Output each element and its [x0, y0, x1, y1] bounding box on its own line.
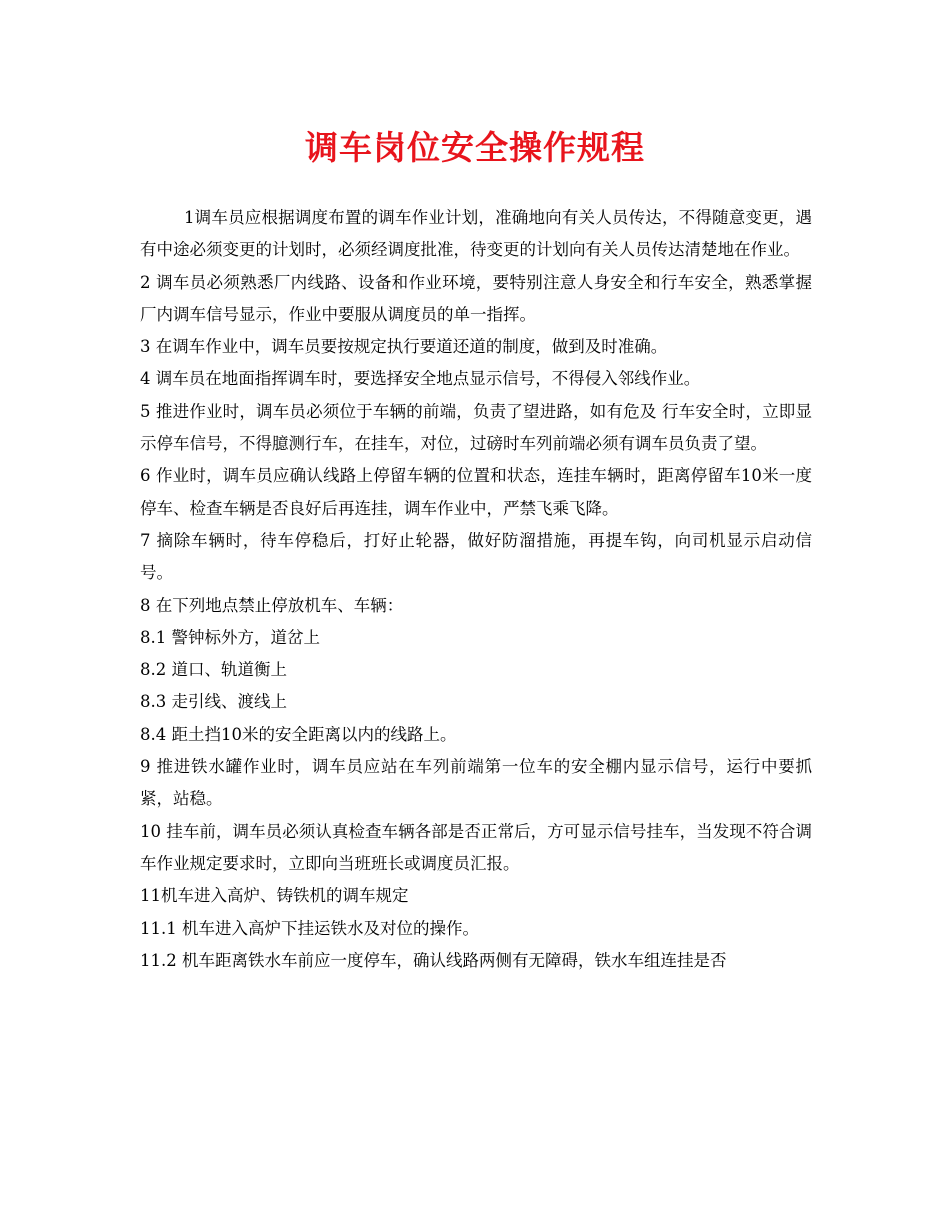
- document-body: [140, 202, 812, 977]
- paragraph-8-3: 8.3 走引线、渡线上: [140, 692, 287, 712]
- paragraph-8-4: 8.4 距土挡10米的安全距离以内的线路上。: [140, 724, 457, 744]
- paragraph-11-2: 11.2 机车距离铁水车前应一度停车，确认线路两侧有无障碍，铁水车组连挂是否: [140, 950, 727, 970]
- paragraph-10: 10 挂车前，调车员必须认真检查车辆各部是否正常后，方可显示信号挂车，当发现不符合调车作业规定要求时，立即向当班班长或调度员汇报。: [140, 821, 812, 873]
- document-title: 调车岗位安全操作规程: [305, 128, 645, 167]
- paragraph-5: 5 推进作业时，调车员必须位于车辆的前端，负责了望进路，如有危及 行车安全时，立即显示停车信号，不得臆测行车，在挂车，对位，过磅时车列前端必须有调车员负责了望。: [140, 401, 812, 454]
- paragraph-11-1: 11.1 机车进入高炉下挂运铁水及对位的操作。: [140, 918, 479, 938]
- paragraph-11: 11机车进入高炉、铸铁机的调车规定: [140, 886, 409, 906]
- paragraph-3: 3 在调车作业中，调车员要按规定执行要道还道的制度，做到及时准确。: [140, 337, 668, 357]
- paragraph-8: 8 在下列地点禁止停放机车、车辆：: [140, 595, 404, 615]
- paragraph-8-1: 8.1 警钟标外方，道岔上: [140, 627, 320, 647]
- paragraph-4: 4 调车员在地面指挥调车时，要选择安全地点显示信号，不得侵入邻线作业。: [140, 369, 701, 389]
- paragraph-8-2: 8.2 道口、轨道衡上: [140, 660, 287, 680]
- paragraph-9: 9 推进铁水罐作业时，调车员应站在车列前端第一位车的安全棚内显示信号，运行中要抓紧，站稳。: [140, 757, 812, 809]
- paragraph-6: 6 作业时，调车员应确认线路上停留车辆的位置和状态，连挂车辆时，距离停留车10米一度停车、检查车辆是否良好后再连挂，调车作业中，严禁飞乘飞降。: [140, 466, 812, 518]
- paragraph-7: 7 摘除车辆时，待车停稳后，打好止轮器，做好防溜措施，再提车钩，向司机显示启动信号。: [140, 530, 812, 583]
- paragraph-2: 2 调车员必须熟悉厂内线路、设备和作业环境，要特别注意人身安全和行车安全，熟悉掌握厂内调车信号显示，作业中要服从调度员的单一指挥。: [140, 272, 812, 324]
- paragraph-1: 1调车员应根据调度布置的调车作业计划，准确地向有关人员传达，不得随意变更，遇有中途必须变更的计划时，必须经调度批准，待变更的计划向有关人员传达清楚地在作业。: [140, 208, 812, 260]
